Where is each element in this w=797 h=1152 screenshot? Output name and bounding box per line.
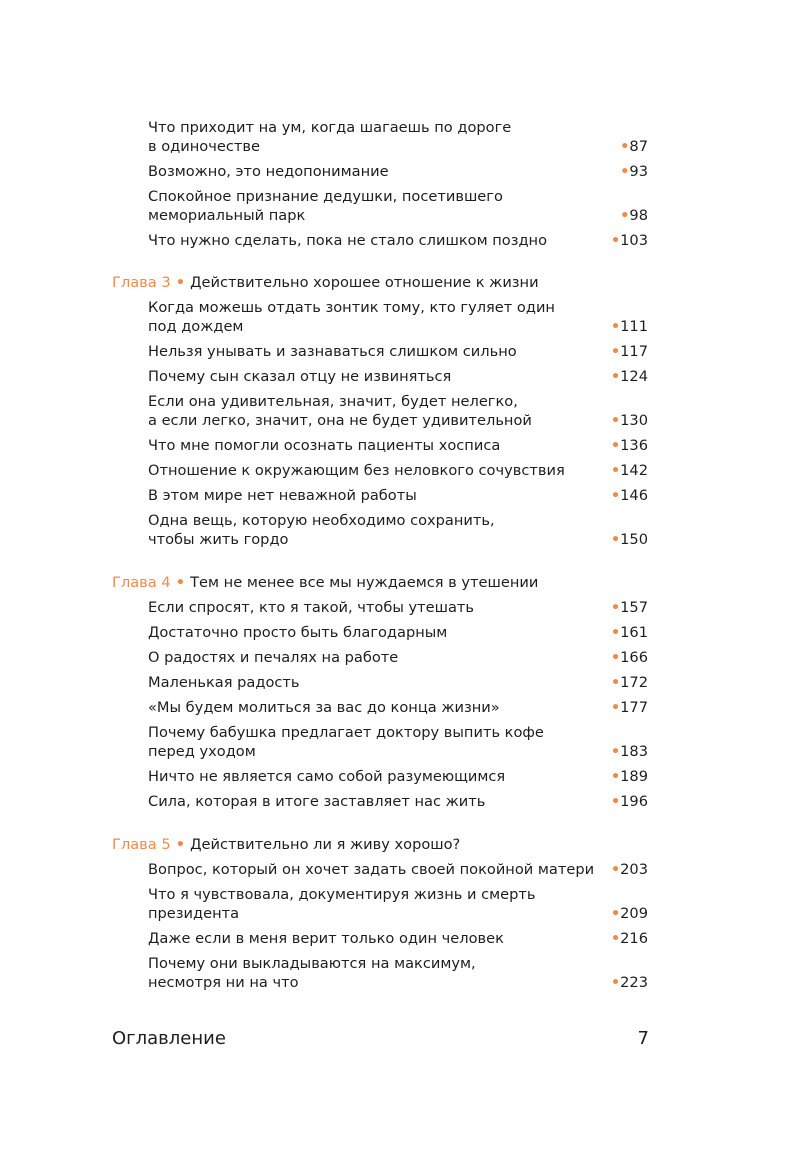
toc-entry[interactable] <box>148 511 648 549</box>
toc-entry-page-number: 196 <box>620 793 648 810</box>
toc-entry-page-number: 103 <box>620 232 648 249</box>
toc-entry-title: Спокойное признание дедушки, посетившего мемориальный парк <box>148 188 503 224</box>
toc-entry[interactable] <box>148 436 648 455</box>
toc-entry-page-number: 161 <box>620 624 648 641</box>
toc-entry-page-ref <box>611 342 648 361</box>
toc-entry-page-number: 146 <box>620 487 648 504</box>
toc-entry-page-number: 216 <box>620 930 648 947</box>
chapter-title: Действительно хорошее отношение к жизни <box>190 274 539 291</box>
toc-entry-page-ref <box>611 648 648 667</box>
toc-entry-page-ref <box>611 486 648 505</box>
toc-entry-page-number: 142 <box>620 462 648 479</box>
bullet-dot-icon: • <box>610 743 621 760</box>
bullet-dot-icon: • <box>610 487 621 504</box>
toc-entry-title: Одна вещь, которую необходимо сохранить, чтобы жить гордо <box>148 512 495 548</box>
bullet-dot-icon: • <box>610 930 621 947</box>
toc-entry[interactable] <box>148 118 648 156</box>
bullet-dot-icon: • <box>610 343 621 360</box>
toc-entry-page-number: 124 <box>620 368 648 385</box>
toc-entry[interactable] <box>148 767 648 786</box>
toc-entry-page-ref <box>611 411 648 430</box>
bullet-dot-icon: • <box>620 163 630 180</box>
toc-entry-page-ref <box>620 162 648 181</box>
toc-entry-page-number: 183 <box>620 743 648 760</box>
toc-entry-page-ref <box>611 231 648 250</box>
toc-entry[interactable] <box>148 723 648 761</box>
toc-entry[interactable] <box>148 187 648 225</box>
toc-entry-title: Когда можешь отдать зонтик тому, кто гуляет один под дождем <box>148 299 555 335</box>
toc-entry[interactable] <box>148 598 648 617</box>
toc-entry-page-number: 130 <box>620 412 648 429</box>
toc-entry-page-ref <box>611 367 648 386</box>
bullet-dot-icon: • <box>610 861 621 878</box>
toc-entry[interactable] <box>148 623 648 642</box>
toc-entry[interactable] <box>148 792 648 811</box>
chapter-label: Глава 5 <box>112 836 171 853</box>
toc-entry-page-ref <box>611 904 648 923</box>
toc-entry-page-number: 166 <box>620 649 648 666</box>
toc-entry-title: Даже если в меня верит только один человек <box>148 930 504 947</box>
bullet-dot-icon: • <box>610 793 621 810</box>
toc-entry-title: Ничто не является само собой разумеющимся <box>148 768 506 785</box>
toc-entry-title: О радостях и печалях на работе <box>148 649 399 666</box>
toc-entry-title: Почему они выкладываются на максимум, несмотря ни на что <box>148 955 476 991</box>
toc-entry[interactable] <box>148 392 648 430</box>
bullet-dot-icon: • <box>610 624 621 641</box>
bullet-dot-icon: • <box>610 437 621 454</box>
toc-entry[interactable] <box>148 342 648 361</box>
running-footer-title: Оглавление <box>112 1028 226 1049</box>
toc-entry-page-ref <box>611 792 648 811</box>
toc-entry-page-ref <box>611 436 648 455</box>
toc-entry-page-number: 223 <box>620 974 648 991</box>
toc-entry-page-ref <box>611 598 648 617</box>
toc-entry-title: Что нужно сделать, пока не стало слишком поздно <box>148 232 548 249</box>
toc-entry-page-ref <box>611 973 648 992</box>
toc-entry-page-ref <box>611 929 648 948</box>
bullet-dot-icon: • <box>610 649 621 666</box>
bullet-dot-icon: • <box>170 836 191 853</box>
toc-entry-page-number: 172 <box>620 674 648 691</box>
toc-entry-title: Если она удивительная, значит, будет нелегко, а если легко, значит, она не будет удивительной <box>148 393 532 429</box>
toc-entry-title: Возможно, это недопонимание <box>148 163 389 180</box>
toc-entry[interactable] <box>148 298 648 336</box>
toc-entry-page-ref <box>620 137 648 156</box>
bullet-dot-icon: • <box>610 599 621 616</box>
toc-entry-page-number: 177 <box>620 699 648 716</box>
toc-entry-page-number: 87 <box>629 138 648 155</box>
bullet-dot-icon: • <box>170 274 191 291</box>
bullet-dot-icon: • <box>610 768 621 785</box>
toc-entry-page-number: 209 <box>620 905 648 922</box>
toc-entry-page-ref <box>611 530 648 549</box>
toc-entry-page-ref <box>611 623 648 642</box>
toc-entry-title: Сила, которая в итоге заставляет нас жить <box>148 793 486 810</box>
toc-entry-page-ref <box>611 698 648 717</box>
bullet-dot-icon: • <box>170 574 191 591</box>
bullet-dot-icon: • <box>610 674 621 691</box>
toc-entry-title: В этом мире нет неважной работы <box>148 487 417 504</box>
toc-entry-page-ref <box>611 860 648 879</box>
bullet-dot-icon: • <box>610 318 621 335</box>
toc-entry-title: Что приходит на ум, когда шагаешь по дороге в одиночестве <box>148 119 512 155</box>
chapter-heading[interactable] <box>112 273 539 292</box>
bullet-dot-icon: • <box>610 462 621 479</box>
toc-entry-title: Почему сын сказал отцу не извиняться <box>148 368 452 385</box>
toc-entry-page-ref <box>611 673 648 692</box>
toc-entry[interactable] <box>148 929 648 948</box>
bullet-dot-icon: • <box>610 232 621 249</box>
page-number: 7 <box>637 1028 649 1049</box>
bullet-dot-icon: • <box>610 368 621 385</box>
bullet-dot-icon: • <box>610 974 621 991</box>
toc-entry-page-number: 98 <box>629 207 648 224</box>
toc-entry-title: Почему бабушка предлагает доктору выпить кофе перед уходом <box>148 724 544 760</box>
bullet-dot-icon: • <box>610 531 621 548</box>
toc-entry[interactable] <box>148 461 648 480</box>
toc-entry-title: Что мне помогли осознать пациенты хосписа <box>148 437 501 454</box>
toc-entry-title: Маленькая радость <box>148 674 300 691</box>
toc-entry-title: «Мы будем молиться за вас до конца жизни» <box>148 699 500 716</box>
toc-entry-page-number: 157 <box>620 599 648 616</box>
toc-entry-title: Отношение к окружающим без неловкого сочувствия <box>148 462 565 479</box>
bullet-dot-icon: • <box>610 905 621 922</box>
bullet-dot-icon: • <box>620 207 630 224</box>
toc-entry[interactable] <box>148 673 648 692</box>
chapter-heading[interactable] <box>112 835 460 854</box>
toc-entry-title: Вопрос, который он хочет задать своей покойной матери <box>148 861 595 878</box>
bullet-dot-icon: • <box>610 412 621 429</box>
toc-entry-page-number: 189 <box>620 768 648 785</box>
chapter-label: Глава 4 <box>112 574 171 591</box>
toc-entry-page-number: 150 <box>620 531 648 548</box>
toc-entry[interactable] <box>148 860 648 879</box>
toc-entry[interactable] <box>148 885 648 923</box>
toc-entry[interactable] <box>148 648 648 667</box>
toc-entry-page-ref <box>611 461 648 480</box>
toc-entry-page-number: 136 <box>620 437 648 454</box>
toc-entry[interactable] <box>148 231 648 250</box>
toc-entry[interactable] <box>148 954 648 992</box>
toc-entry-page-number: 93 <box>629 163 648 180</box>
toc-entry-title: Нельзя унывать и зазнаваться слишком сильно <box>148 343 517 360</box>
chapter-title: Действительно ли я живу хорошо? <box>190 836 461 853</box>
toc-entry-page-ref <box>620 206 648 225</box>
toc-entry-page-number: 117 <box>620 343 648 360</box>
toc-entry[interactable] <box>148 698 648 717</box>
toc-entry-page-ref <box>611 767 648 786</box>
toc-entry[interactable] <box>148 486 648 505</box>
toc-entry-page-number: 111 <box>620 318 648 335</box>
chapter-heading[interactable] <box>112 573 538 592</box>
toc-entry-title: Если спросят, кто я такой, чтобы утешать <box>148 599 475 616</box>
chapter-title: Тем не менее все мы нуждаемся в утешении <box>190 574 539 591</box>
bullet-dot-icon: • <box>610 699 621 716</box>
toc-entry[interactable] <box>148 162 648 181</box>
toc-entry[interactable] <box>148 367 648 386</box>
toc-entry-page-ref <box>611 742 648 761</box>
chapter-label: Глава 3 <box>112 274 171 291</box>
toc-entry-page-ref <box>611 317 648 336</box>
bullet-dot-icon: • <box>620 138 630 155</box>
toc-entry-title: Что я чувствовала, документируя жизнь и смерть президента <box>148 886 536 922</box>
toc-entry-page-number: 203 <box>620 861 648 878</box>
toc-entry-title: Достаточно просто быть благодарным <box>148 624 448 641</box>
